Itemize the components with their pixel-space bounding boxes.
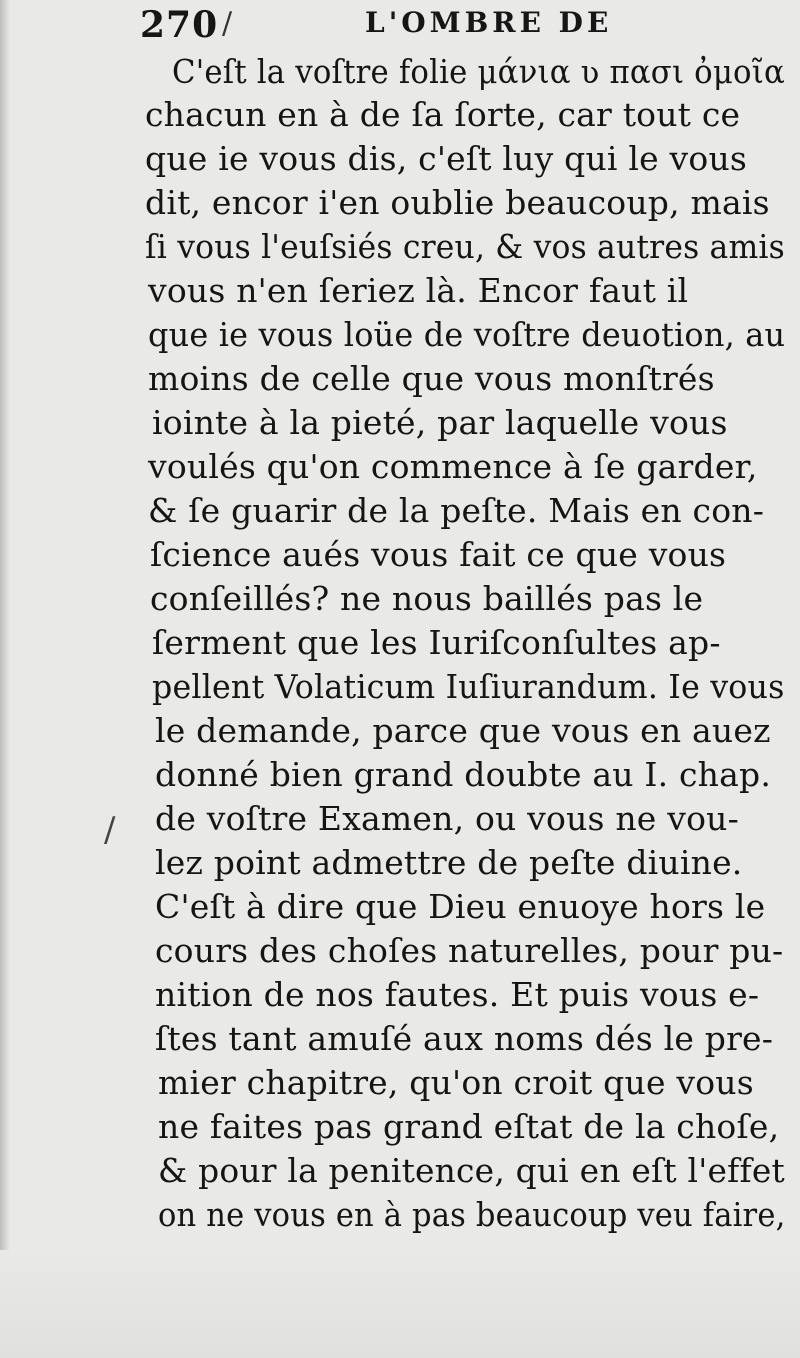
text-line: ſerment que les Iuriſconſultes ap- bbox=[152, 623, 721, 662]
text-line: & pour la penitence, qui en eſt l'effet bbox=[158, 1151, 785, 1190]
text-line: que ie vous loüe de voſtre deuotion, au bbox=[148, 315, 786, 354]
text-line: ne faites pas grand eſtat de la choſe, bbox=[158, 1107, 780, 1146]
text-line: dit, encor i'en oublie beaucoup, mais bbox=[145, 183, 770, 222]
text-line: C'eſt la voſtre folie μάνια ʋ πασι ὀμοῖα bbox=[172, 52, 785, 91]
text-line: conſeillés? ne nous baillés pas le bbox=[150, 579, 704, 618]
text-line: ſi vous l'euſsiés creu, & vos autres amis bbox=[145, 227, 785, 266]
page-number: 270 bbox=[140, 4, 219, 46]
text-line: lez point admettre de peſte diuine. bbox=[155, 843, 743, 882]
text-line: mier chapitre, qu'on croit que vous bbox=[158, 1063, 754, 1102]
text-line: & ſe guarir de la peſte. Mais en con- bbox=[148, 491, 765, 530]
text-line: chacun en à de ſa ſorte, car tout ce bbox=[145, 95, 741, 134]
text-line: voulés qu'on commence à ſe garder, bbox=[148, 447, 758, 486]
text-line: ſtes tant amuſé aux noms dés le pre- bbox=[155, 1019, 774, 1058]
text-line: de voſtre Examen, ou vous ne vou- bbox=[155, 799, 739, 838]
running-head: L'OMBRE DE bbox=[365, 6, 613, 39]
text-line: donné bien grand doubte au I. chap. bbox=[155, 755, 772, 794]
text-line: le demande, parce que vous en auez bbox=[155, 711, 771, 750]
text-line: on ne vous en à pas beaucoup veu faire, bbox=[158, 1195, 786, 1234]
text-line: pellent Volaticum Iuſiurandum. Ie vous bbox=[152, 667, 785, 706]
text-line: iointe à la pieté, par laquelle vous bbox=[152, 403, 728, 442]
text-line: que ie vous dis, c'eſt luy qui le vous bbox=[145, 139, 748, 178]
text-line: nition de nos fautes. Et puis vous e- bbox=[155, 975, 760, 1014]
text-line: ſcience aués vous fait ce que vous bbox=[150, 535, 727, 574]
text-line: C'eſt à dire que Dieu enuoye hors le bbox=[155, 887, 766, 926]
header-slash-mark: / bbox=[222, 6, 233, 41]
text-line: vous n'en ſeriez là. Encor faut il bbox=[148, 271, 689, 310]
text-line: moins de celle que vous monſtrés bbox=[148, 359, 715, 398]
text-line: cours des choſes naturelles, pour pu- bbox=[155, 931, 784, 970]
margin-mark: / bbox=[104, 810, 116, 850]
